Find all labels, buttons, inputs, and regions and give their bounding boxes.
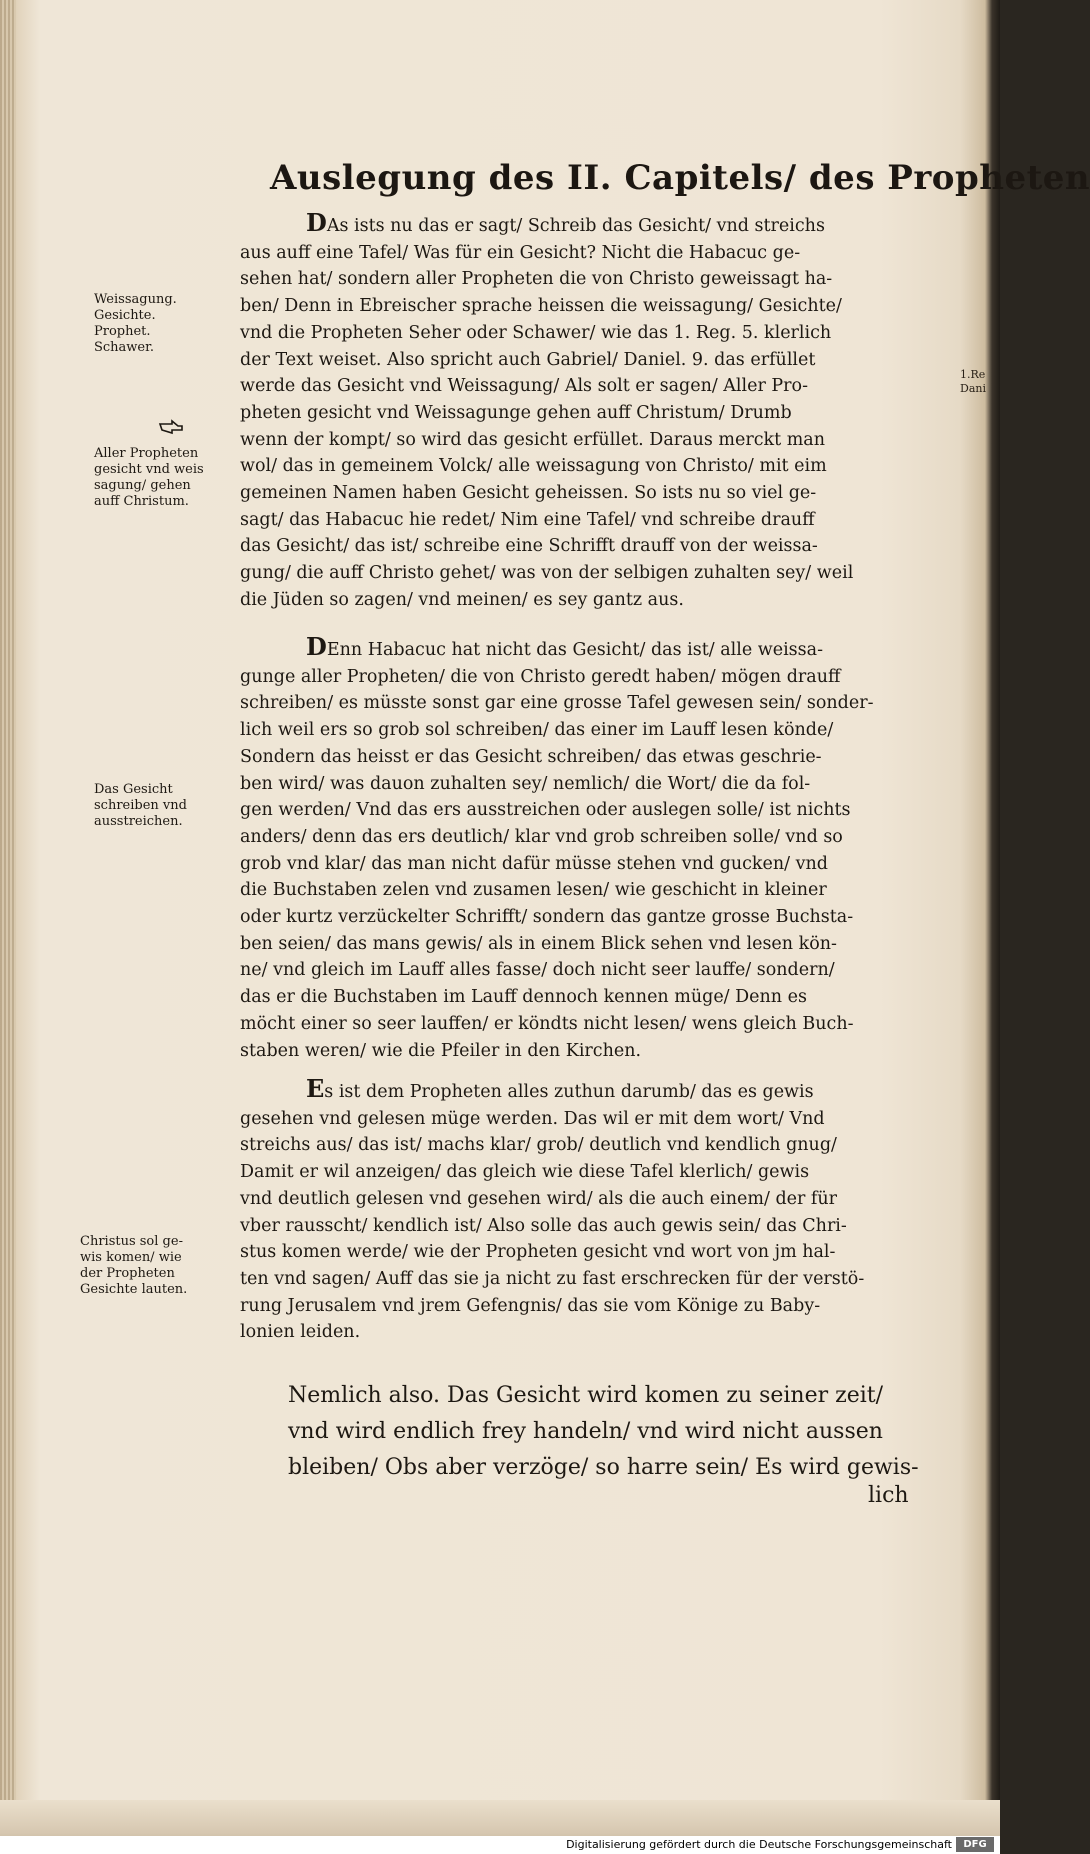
margin-note-line: Schawer.	[94, 340, 155, 355]
text-line: das er die Buchstaben im Lauff dennoch kennen müge/ Denn es	[240, 987, 807, 1008]
margin-note-line: Aller Propheten	[94, 446, 199, 461]
verse-line: vnd wird endlich frey handeln/ vnd wird nicht aussen	[288, 1419, 883, 1444]
paragraph-2	[240, 634, 960, 1064]
margin-note-line: Weissagung.	[94, 292, 177, 307]
margin-note-line: Gesichte.	[94, 308, 156, 323]
footer-credit: Digitalisierung gefördert durch die Deutsche Forschungsgemeinschaft	[566, 1838, 952, 1851]
text-line: grob vnd klar/ das man nicht dafür müsse stehen vnd gucken/ vnd	[240, 853, 828, 874]
margin-note-line: der Propheten	[80, 1266, 175, 1281]
text-line: aus auff eine Tafel/ Was für ein Gesicht? Nicht die Habacuc ge-	[240, 242, 801, 263]
text-line: streichs aus/ das ist/ machs klar/ grob/ deutlich vnd kendlich gnug/	[240, 1135, 837, 1156]
margin-note-line: ausstreichen.	[94, 814, 183, 829]
text-line: das Gesicht/ das ist/ schreibe eine Schrifft drauff von der weissa-	[240, 536, 818, 557]
text-line: lich weil ers so grob sol schreiben/ das einer im Lauff lesen könde/	[240, 720, 834, 741]
margin-note-line: sagung/ gehen	[94, 478, 191, 493]
text-line: ne/ vnd gleich im Lauff alles fasse/ doch nicht seer lauffe/ sondern/	[240, 960, 835, 981]
running-head: Auslegung des II. Capitels/ des Propheten	[270, 158, 1090, 198]
text-line: gesehen vnd gelesen müge werden. Das wil er mit dem wort/ Vnd	[240, 1108, 825, 1129]
text-line: pheten gesicht vnd Weissagunge gehen auff Christum/ Drumb	[240, 402, 792, 423]
paragraph-3	[240, 1076, 960, 1346]
margin-note-line: gesicht vnd weis	[94, 462, 204, 477]
margin-note-line: Christus sol ge-	[80, 1234, 183, 1249]
text-line: möcht einer so seer lauffen/ er köndts nicht lesen/ wens gleich Buch-	[240, 1013, 854, 1034]
text-line: vnd deutlich gelesen vnd gesehen wird/ als die auch einem/ der für	[240, 1188, 838, 1209]
text-line: sehen hat/ sondern aller Propheten die von Christo geweissagt ha-	[240, 269, 833, 290]
drop-initial: D	[306, 208, 327, 237]
margin-note-1	[94, 292, 224, 356]
margin-note-2	[94, 446, 224, 510]
right-margin-line: 1.Re	[960, 368, 986, 381]
margin-note-3	[94, 782, 224, 830]
margin-note-line: auff Christum.	[94, 494, 189, 509]
text-line: oder kurtz verzückelter Schrifft/ sondern das gantze grosse Buchsta-	[240, 907, 854, 928]
text-line: sagt/ das Habacuc hie redet/ Nim eine Tafel/ vnd schreibe drauff	[240, 509, 815, 530]
text-line: ten vnd sagen/ Auff das sie ja nicht zu fast erschrecken für der verstö-	[240, 1268, 865, 1289]
text-line: rung Jerusalem vnd jrem Gefengnis/ das sie vom Könige zu Baby-	[240, 1295, 821, 1316]
margin-note-line: Das Gesicht	[94, 782, 173, 797]
text-line: lonien leiden.	[240, 1322, 361, 1343]
text-line: gemeinen Namen haben Gesicht geheissen. So ists nu so viel ge-	[240, 483, 817, 504]
text-line-content: As ists nu das er sagt/ Schreib das Gesicht/ vnd streichs	[326, 216, 825, 236]
margin-note-line: wis komen/ wie	[80, 1250, 182, 1265]
text-line: wenn der kompt/ so wird das gesicht erfüllet. Daraus merckt man	[240, 429, 825, 450]
text-line: gunge aller Propheten/ die von Christo geredt haben/ mögen drauff	[240, 666, 841, 687]
verse-line: bleiben/ Obs aber verzöge/ so harre sein/ Es wird gewis-	[288, 1455, 919, 1480]
text-line: ben wird/ was dauon zuhalten sey/ nemlich/ die Wort/ die da fol-	[240, 773, 811, 794]
margin-note-4	[80, 1234, 210, 1298]
margin-note-line: Gesichte lauten.	[80, 1282, 188, 1297]
right-margin-line: Dani	[960, 382, 986, 395]
text-line: Sondern das heisst er das Gesicht schreiben/ das etwas geschrie-	[240, 746, 822, 767]
text-line	[240, 1076, 960, 1106]
paragraph-1	[240, 210, 960, 614]
text-line: vber rausscht/ kendlich ist/ Also solle das auch gewis sein/ das Chri-	[240, 1215, 847, 1236]
text-line: werde das Gesicht vnd Weissagung/ Als solt er sagen/ Aller Pro-	[240, 376, 808, 397]
right-margin-reference	[960, 368, 986, 396]
margin-note-line: Prophet.	[94, 324, 151, 339]
margin-note-line: schreiben vnd	[94, 798, 187, 813]
quoted-verse-block	[288, 1378, 919, 1486]
text-line: vnd die Propheten Seher oder Schawer/ wie das 1. Reg. 5. klerlich	[240, 322, 832, 343]
pointing-hand-icon	[158, 418, 184, 436]
drop-initial: E	[306, 1074, 325, 1103]
text-line: Damit er wil anzeigen/ das gleich wie diese Tafel klerlich/ gewis	[240, 1162, 810, 1183]
text-line: anders/ denn das ers deutlich/ klar vnd grob schreiben solle/ vnd so	[240, 826, 843, 847]
text-line: schreiben/ es müsste sonst gar eine grosse Tafel gewesen sein/ sonder-	[240, 693, 874, 714]
text-line	[240, 210, 960, 240]
dfg-logo: DFG	[956, 1837, 994, 1852]
page-edge	[0, 0, 16, 1854]
catchword: lich	[868, 1483, 909, 1508]
text-line: staben weren/ wie die Pfeiler in den Kirchen.	[240, 1040, 642, 1061]
text-line: die Buchstaben zelen vnd zusamen lesen/ wie geschicht in kleiner	[240, 880, 827, 901]
text-line: der Text weiset. Also spricht auch Gabriel/ Daniel. 9. das erfüllet	[240, 349, 816, 370]
text-line: die Jüden so zagen/ vnd meinen/ es sey gantz aus.	[240, 589, 684, 610]
text-line: gen werden/ Vnd das ers ausstreichen oder auslegen solle/ ist nichts	[240, 800, 851, 821]
drop-initial: D	[306, 632, 327, 661]
text-line: ben seien/ das mans gewis/ als in einem Blick sehen vnd lesen kön-	[240, 933, 837, 954]
verse-line: Nemlich also. Das Gesicht wird komen zu seiner zeit/	[288, 1383, 884, 1408]
text-line: gung/ die auff Christo gehet/ was von der selbigen zuhalten sey/ weil	[240, 563, 854, 584]
text-line-content: Enn Habacuc hat nicht das Gesicht/ das ist/ alle weissa-	[326, 640, 823, 660]
text-line	[240, 634, 960, 664]
text-line: wol/ das in gemeinem Volck/ alle weissagung von Christo/ mit eim	[240, 456, 827, 477]
text-line: stus komen werde/ wie der Propheten gesicht vnd wort von jm hal-	[240, 1242, 836, 1263]
text-line: ben/ Denn in Ebreischer sprache heissen die weissagung/ Gesichte/	[240, 296, 842, 317]
text-line-content: s ist dem Propheten alles zuthun darumb/ das es gewis	[324, 1082, 814, 1102]
